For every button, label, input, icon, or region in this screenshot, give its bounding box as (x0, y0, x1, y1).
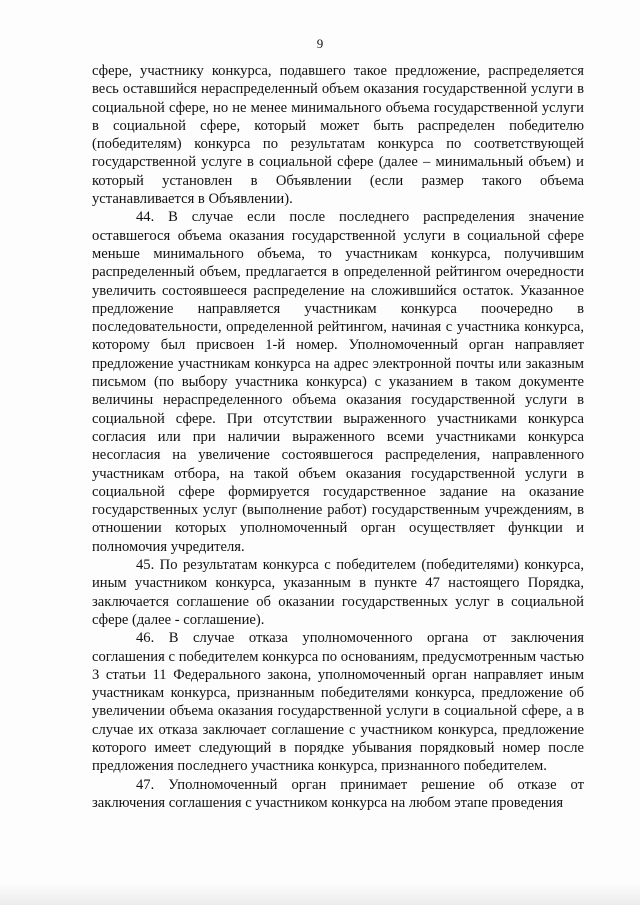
paragraph-46: 46. В случае отказа уполномоченного органа от заключения соглашения с победителем конкурса по основаниям, предусмотренным частью 3 статьи 11 Федерального закона, уполномоченный орган направляет иным участникам конкурса, признанным победителями конкурса, предложение об увеличении объема оказания государственной услуги в социальной сфере, а в случае их отказа заключает соглашение с участником конкурса, предложение которого имеет следующий в порядке убывания порядковый номер после предложения последнего участника конкурса, признанного победителем. (92, 630, 584, 775)
paragraph-45: 45. По результатам конкурса с победителем (победителями) конкурса, иным участником конкурса, указанным в пункте 47 настоящего Порядка, заключается соглашение об оказании государственных услуг в социальной сфере (далее - соглашение). (92, 557, 584, 628)
scan-bottom-edge (0, 883, 640, 905)
paragraph-44: 44. В случае если после последнего распределения значение оставшегося объема оказания государственной услуги в социальной сфере меньше минимального объема, то участникам конкурса, получившим распределенный объем, предлагается в определенной рейтингом очередности увеличить состоявшееся распределение на сложившийся остаток. Указанное предложение направляется участникам конкурса поочередно в последовательности, определенной рейтингом, начиная с участника конкурса, которому был присвоен 1-й номер. Уполномоченный орган направляет предложение участникам конкурса на адрес электронной почты или заказным письмом (по выбору участника конкурса) с указанием в таком документе величины нераспределенного объема оказания государственной услуги в социальной сфере. При отсутствии выраженного участниками конкурса согласия или при наличии выраженного всеми участниками конкурса несогласия на увеличение состоявшегося распределения, направленного участникам отбора, на такой объем оказания государственной услуги в социальной сфере формируется государственное задание на оказание государственных услуг (выполнение работ) государственным учреждениям, в отношении которых уполномоченный орган осуществляет функции и полномочия учредителя. (92, 209, 584, 555)
document-body (92, 62, 584, 812)
page-number: 9 (316, 36, 324, 51)
paragraph-continuation: сфере, участнику конкурса, подавшего такое предложение, распределяется весь оставшийся нераспределенный объем оказания государственной услуги в социальной сфере, но не менее минимального объема государственной услуги в социальной сфере, который может быть распределен победителю (победителям) конкурса по результатам конкурса по соответствующей государственной услуге в социальной сфере (далее – минимальный объем) и который установлен в Объявлении (если размер такого объема устанавливается в Объявлении). (92, 63, 584, 208)
paragraph-47: 47. Уполномоченный орган принимает решение об отказе от заключения соглашения с участником конкурса на любом этапе проведения (92, 776, 584, 811)
